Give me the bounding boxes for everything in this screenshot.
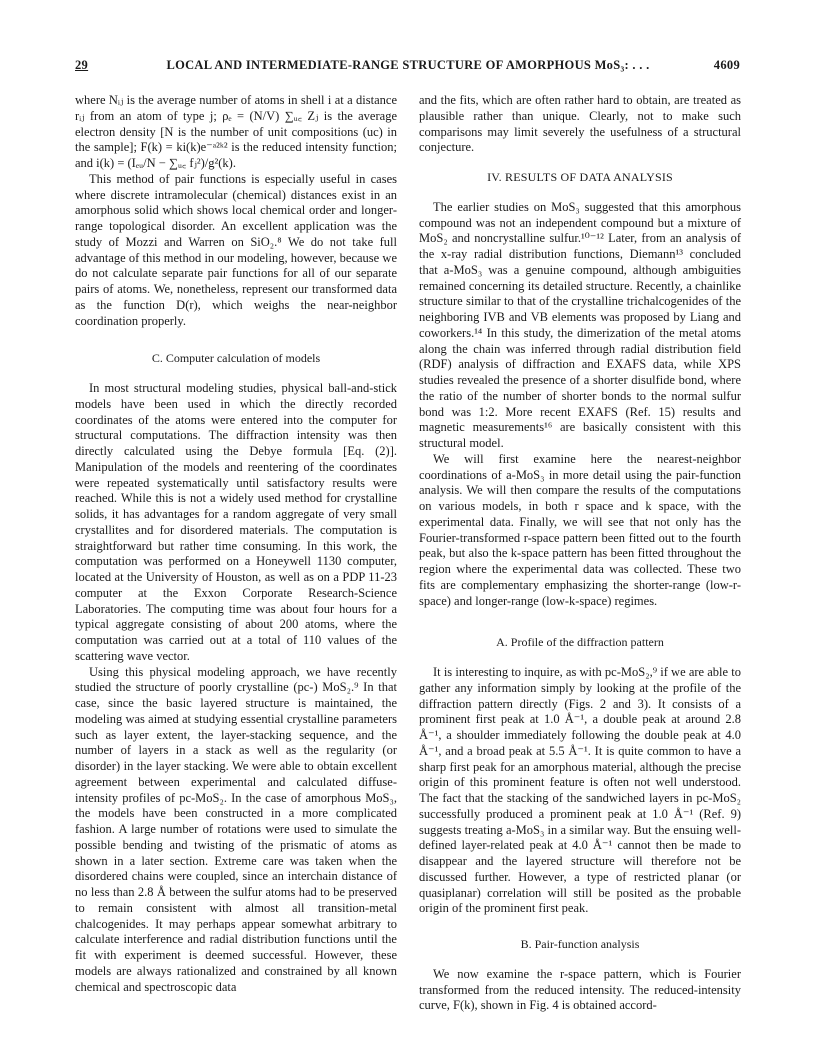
page-volume-number: 29 (75, 58, 89, 72)
paragraph-continued: and the fits, which are often rather hard to obtain, are treated as plausible rather than unique. Clearly, not to make such comparisons may limit severely the usefulness of a structural conjecture. (419, 93, 741, 155)
paragraph-pair-functions: This method of pair functions is especially useful in cases where discrete intramolecular (chemical) distances exist in an amorphous solid which shows local chemical order and longer-range topological disorder. An excellent application was the study of Mozzi and Warren on SiO₂.⁸ We do not take full advantage of this method in our modeling, however, because we do not calculate separate pair functions for all of our separate pairs of atoms. We, nonetheless, represent our transformed data as the function D(r), which weighs the near-neighbor coordination properly. (75, 171, 397, 328)
running-title: LOCAL AND INTERMEDIATE-RANGE STRUCTURE OF AMORPHOUS MoS₃: . . . (166, 58, 650, 72)
section-heading-c: C. Computer calculation of models (151, 351, 321, 366)
section-heading-iv: IV. RESULTS OF DATA ANALYSIS (487, 170, 673, 184)
section-heading-b: B. Pair-function analysis (520, 937, 640, 951)
left-column (75, 93, 397, 995)
right-column (419, 93, 741, 1014)
paragraph-nearest-neighbor: We will first examine here the nearest-neighbor coordinations of a-MoS₃ in more detail using the pair-function analysis. We will then compare the results of the computations on various models, in both r space and k space, with the experimental data. Finally, we will see that not only has the Fourier-transformed r-space pattern been fitted out to the fourth peak, but also the k-space pattern has been fitted throughout the region where the experimental data was collected. These two fits are complementary emphasizing the shorter-range (low-r-space) and longer-range (low-k-space) regimes. (419, 451, 741, 608)
paragraph-diffraction-profile: It is interesting to inquire, as with pc-MoS₂,⁹ if we are able to gather any information simply by looking at the profile of the diffraction pattern directly (Figs. 2 and 3). It consists of a prominent first peak at 1.0 Å⁻¹, a double peak at around 2.8 Å⁻¹, a shoulder immediately following the double peak at 4.0 Å⁻¹, and a broad peak at 5.5 Å⁻¹. It is quite common to have a sharp first peak for an amorphous material, although the precise origin of this prominent feature is often not well understood. The fact that the stacking of the sandwiched layers in pc-MoS₂ successfully produced a prominent peak at 1.0 Å⁻¹ (Ref. 9) suggests treating a-MoS₃ in a similar way. But the ensuing well-defined layer-related peak at 4.0 Å⁻¹ cannot then be made to disappear and the layered structure will therefore not be discussed further. However, a type of restricted planar (or quasiplanar) correlation will still be posited as the probable origin of the prominent first peak. (419, 665, 741, 916)
paragraph-definitions: where Nᵢⱼ is the average number of atoms in shell i at a distance rᵢⱼ from an atom of type j; ρₑ = (N/V) ∑ᵤ꜀ Zⱼ is the average electron density [N is the number of unit compositions (uc) in the sample]; F(k) = ki(k)e⁻ᵃ²ᵏ² is the reduced intensity function; and i(k) = (Iₑᵤ/N − ∑ᵤ꜀ fⱼ²)/g²(k). (75, 93, 397, 170)
paragraph-pair-function-analysis: We now examine the r-space pattern, which is Fourier transformed from the reduced intensity. The reduced-intensity curve, F(k), shown in Fig. 4 is obtained accord- (419, 966, 741, 1013)
paragraph-computer-models: In most structural modeling studies, physical ball-and-stick models have been used in which the directly recorded coordinates of the atoms were entered into the computer for structural computations. The diffraction intensity was then directly calculated using the Debye formula [Eq. (2)]. Manipulation of the models and reentering of the coordinates were repeated systematically until satisfactory results were reached. While this is not a widely used method for crystalline solids, it has advantages for a random aggregate of very small crystallites and for disordered materials. The computation is straightforward but rather time consuming. In this work, the computation was performed on a Honeywell 1130 computer, located at the University of Houston, as well as on a PDP 11-23 computer at the Exxon Corporate Research-Science Laboratories. The computing time was about four hours for a typical aggregate consisting of about 200 atoms, where the computation was carried out at a total of 110 values of the scattering wave vector. (75, 381, 397, 663)
paragraph-earlier-studies: The earlier studies on MoS₃ suggested that this amorphous compound was not an independent compound but a mixture of MoS₂ and noncrystalline sulfur.¹⁰⁻¹² Later, from an analysis of the x-ray radial distribution functions, Diemann¹³ concluded that a-MoS₃ was a genuine compound, although ambiguities remained concerning its detailed structure. Recently, a chainlike structure similar to that of the crystalline trichalcogenides of the neighboring IVB and VB elements was proposed by Liang and coworkers.¹⁴ In this study, the dimerization of the metal atoms along the chain was inferred through radial distribution field (RDF) analysis of diffraction and EXAFS data, while XPS studies revealed the presence of a shorter disulfide bond, where the ratio of the number of shorter bonds to the normal sulfur bond was 1:2. More recent EXAFS (Ref. 15) results and magnetic measurements¹⁶ are basically consistent with this structural model. (419, 199, 741, 450)
section-heading-a: A. Profile of the diffraction pattern (496, 635, 664, 650)
page-number: 4609 (713, 58, 740, 72)
paragraph-physical-modeling: Using this physical modeling approach, we have recently studied the structure of poorly crystalline (pc-) MoS₂.⁹ In that case, since the basic layered structure is maintained, the modeling was aimed at studying essential crystalline parameters such as layer extent, the layer-stacking sequence, and the number of layers in a stack as well as the regularity (or disorder) in the layer stacking. We were able to obtain excellent agreement between experimental and calculated diffuse-intensity profiles of pc-MoS₂. In the case of amorphous MoS₃, the models have been constructed in a more complicated fashion. A large number of rotations were used to simulate the possible bending and twisting of the prismatic of atoms as shown in a later section. Extreme care was taken when the disordered chains were coupled, since an interchain distance of no less than 2.8 Å between the sulfur atoms had to be preserved to remain consistent with almost all transition-metal chalcogenides. It may perhaps appear somewhat arbitrary to calculate interference and radial distribution functions until the fit with experiment is deemed successful. However, these models are always rationalized and constrained by all known chemical and spectroscopic data (75, 664, 397, 994)
